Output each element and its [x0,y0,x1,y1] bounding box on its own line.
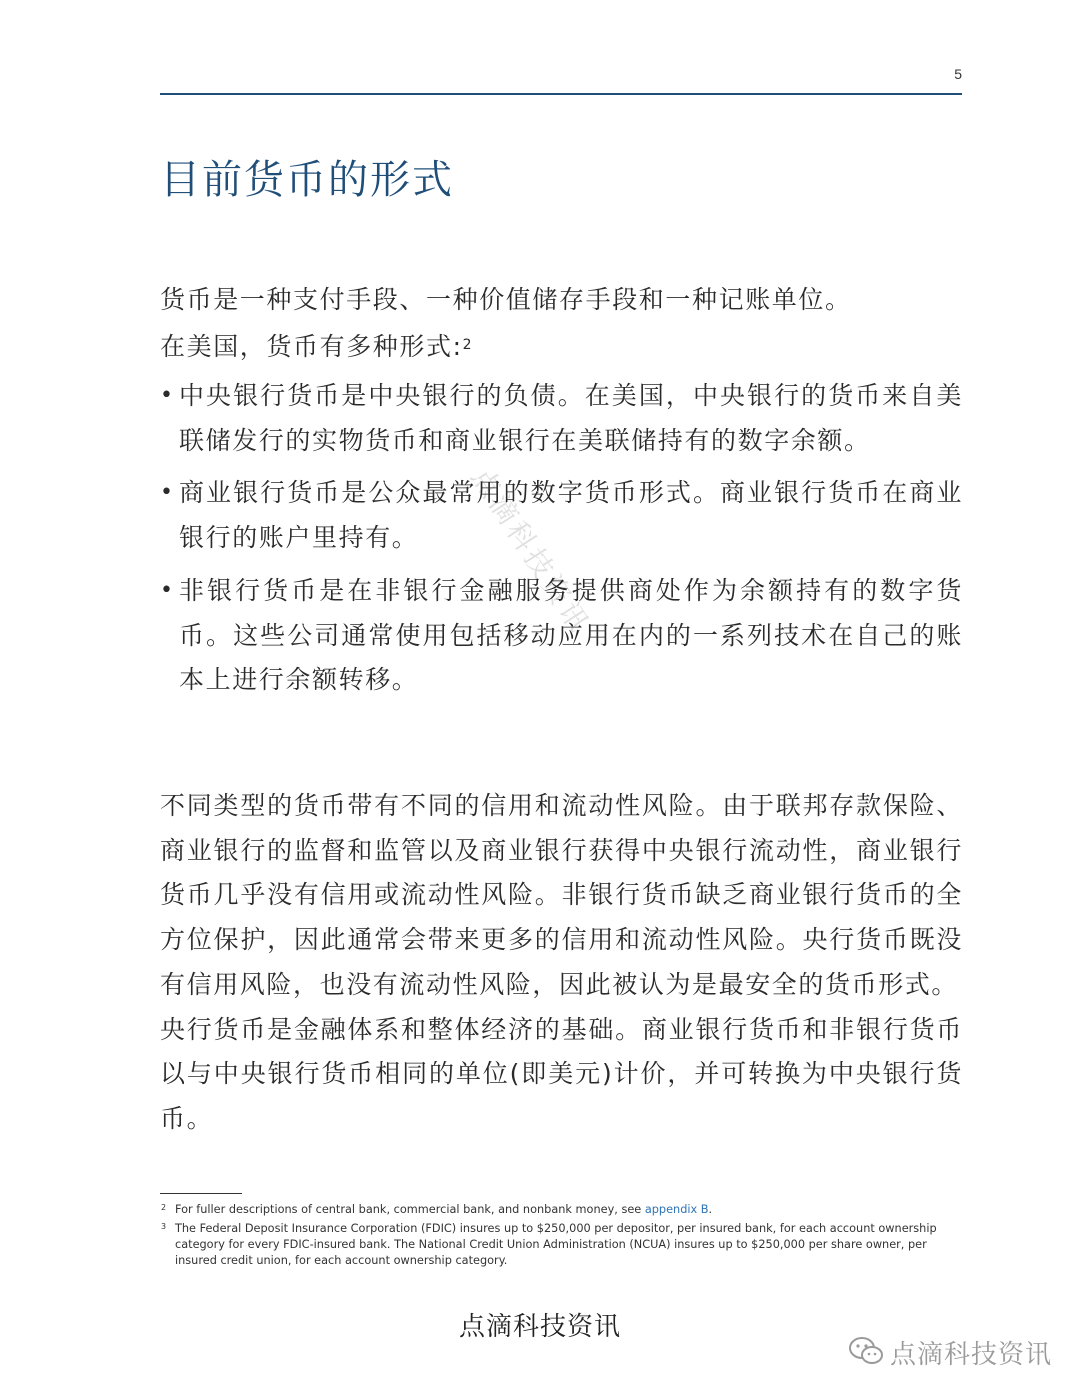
footnote-number: 3 [161,1222,167,1231]
footnote-divider [160,1193,242,1194]
footnote-text: The Federal Deposit Insurance Corporation (FDIC) insures up to $250,000 per depositor, per insured bank, for each account ownership category for every FDIC-insured bank. The National Credit Union Administration (NCUA) insures up to $250,000 per share owner, per insured credit union, for each account ownership category. [175,1222,937,1267]
watermark-text: 点滴科技资讯 [464,461,598,641]
list-item-text: 商业银行货币是公众最常用的数字货币形式。商业银行货币在商业银行的账户里持有。 [179,478,963,553]
bullet-icon: • [160,383,175,408]
bullet-icon: • [160,480,175,506]
footnote-number: 2 [161,1203,167,1212]
bullet-icon: • [160,577,175,603]
header-rule [160,93,962,95]
money-forms-list [160,374,963,703]
footnote-item [160,1202,960,1218]
footnote-text: For fuller descriptions of central bank, commercial bank, and nonbank money, see [175,1203,645,1216]
list-item-text: 中央银行货币是中央银行的负债。在美国，中央银行的货币来自美联储发行的实物货币和商业银行在美联储持有的数字余额。 [179,381,963,455]
footnotes [160,1202,960,1272]
list-item [160,471,963,560]
risk-paragraphs [160,784,963,1142]
page-number: 5 [954,66,962,82]
wechat-icon [848,1336,884,1370]
page-title: 目前货币的形式 [160,157,454,203]
footer-brand: 点滴科技资讯 [458,1312,621,1342]
footnote-text-end: . [708,1203,713,1216]
wechat-badge [848,1334,1052,1371]
footnote-ref[interactable]: 2 [462,336,472,353]
list-item [160,569,963,703]
list-item [160,374,963,463]
intro-line-1: 货币是一种支付手段、一种价值储存手段和一种记账单位。 [160,285,852,314]
foundation-paragraph: 央行货币是金融体系和整体经济的基础。商业银行货币和非银行货币以与中央银行货币相同的单位(即美元)计价，并可转换为中央银行货币。 [160,1014,963,1133]
footnote-item [160,1221,960,1269]
intro-line-2-text: 在美国，货币有多种形式: [160,331,463,361]
risk-paragraph: 不同类型的货币带有不同的信用和流动性风险。由于联邦存款保险、商业银行的监督和监管以及商业银行获得中央银行流动性，商业银行货币几乎没有信用或流动性风险。非银行货币缺乏商业银行货币的全方位保护，因此通常会带来更多的信用和流动性风险。央行货币既没有信用风险，也没有流动性风险，因此被认为是最安全的货币形式。 [160,791,963,999]
appendix-link[interactable]: appendix B [644,1203,709,1216]
list-item-text: 非银行货币是在非银行金融服务提供商处作为余额持有的数字货币。这些公司通常使用包括移动应用在内的一系列技术在自己的账本上进行余额转移。 [179,575,963,695]
intro-line-2 [160,323,963,370]
intro-paragraph [160,278,963,369]
wechat-account-name: 点滴科技资讯 [890,1340,1053,1370]
